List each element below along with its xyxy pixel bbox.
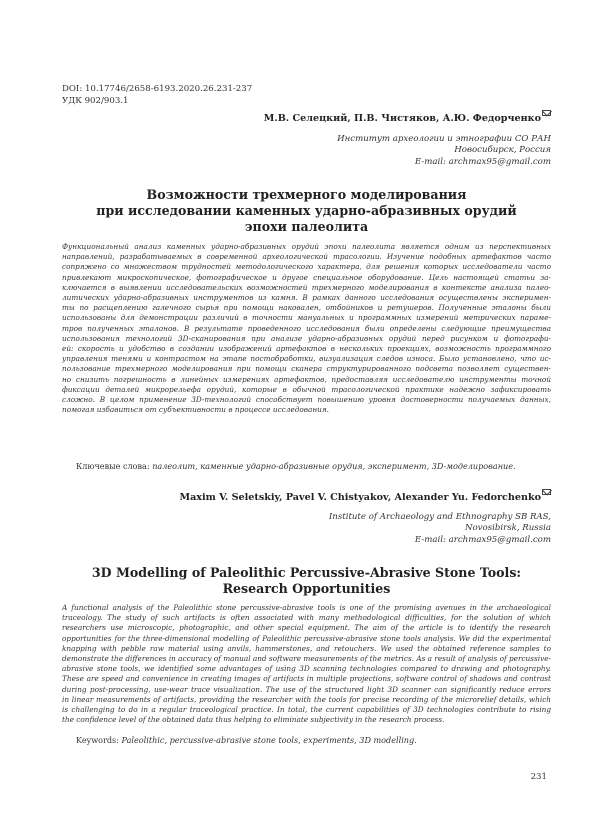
en-abstract-line: the confidence level of the obtained data thus helping to eliminate subjectivity in the research process.: [62, 715, 445, 725]
en-affiliation-email: E-mail: archmax95@gmail.com: [414, 534, 551, 545]
ru-abstract-line: но снизить погрешность в линейных измерениях артефактов, предоставляя исследователю инструменты точной: [62, 374, 551, 384]
ru-abstract-line: пользование трехмерного моделирования при помощи сканера структурированного подсвета позволяет существен-: [62, 364, 551, 374]
ru-abstract-line: литических ударно-абразивных инструментов из камня. В рамках данного исследования осуществлены эксперимен-: [62, 293, 551, 303]
en-affiliation-institute: Institute of Archaeology and Ethnography SB RAS,: [328, 512, 551, 522]
ru-affiliation-institute: Институт археологии и этнографии СО РАН: [337, 134, 551, 144]
ru-abstract-line: Функциональный анализ каменных ударно-абразивных орудий эпохи палеолита является одним из перспективных: [62, 242, 551, 251]
en-abstract-line: in linear measurements of artifacts, providing the researcher with the tools for precise recording of the microrelief details, which: [62, 694, 551, 704]
en-authors-text: Maxim V. Seletskiy, Pavel V. Chistyakov, Alexander Yu. Fedorchenko: [179, 492, 541, 503]
en-abstract-line: knapping with pebble raw material using anvils, hammerstones, and retouchers. We used the obtained reference samples to: [62, 643, 551, 653]
ru-keywords: [76, 461, 516, 472]
envelope-icon: [542, 110, 551, 116]
ru-abstract-line: направлений, разрабатываемых в современной археологической трасологии. Изучение подобных артефактов часто: [62, 252, 551, 262]
en-abstract-line: researchers use microscopic, photographic, and other special equipment. The aim of the article is to identify the research: [62, 623, 551, 633]
ru-authors: [264, 113, 551, 124]
ru-affiliation: [337, 134, 551, 168]
en-abstract-line: These are speed and convenience in creating images of artifacts in multiple projections, software control of shadows and contrast: [62, 674, 551, 684]
ru-abstract: [62, 242, 551, 415]
ru-abstract-line: помогая избавиться от субъективности в процессе исследования.: [62, 405, 329, 415]
en-title-line: Research Opportunities: [222, 581, 391, 596]
en-abstract-line: demonstrate the differences in accuracy of manual and software measurements of the metrics. As a result of analysis of percussive-: [62, 654, 551, 664]
ru-abstract-line: ты по расщеплению галечного сырья при помощи наковален, отбойников и ретушеров. Полученные эталоны были: [62, 303, 551, 313]
en-title-line: 3D Modelling of Paleolithic Percussive-Abrasive Stone Tools:: [91, 565, 522, 580]
ru-abstract-line: тров полученных эталонов. В результате проведенного исследования были определены следующие преимущества: [62, 323, 551, 333]
en-affiliation-city: Novosibirsk, Russia: [464, 523, 551, 534]
ru-title-line: при исследовании каменных ударно-абразивных орудий: [96, 203, 517, 218]
ru-title: [62, 187, 551, 235]
udk: УДК 902/903.1: [62, 96, 129, 106]
en-abstract-line: traceology. The study of such artifacts is often associated with many methodological difficulties, for the solution of which: [62, 613, 551, 623]
ru-authors-text: М.В. Селецкий, П.В. Чистяков, А.Ю. Федорченко: [263, 113, 541, 124]
doi: DOI: 10.17746/2658-6193.2020.26.231-237: [62, 84, 253, 94]
en-authors: [179, 492, 551, 503]
en-abstract-line: abrasive stone tools, we identified some advantages of using 3D scanning technologies compared to drawing and photography.: [62, 664, 551, 674]
ru-abstract-line: использованы для демонстрации различий в точности мануальных и программных измерений метрических параме-: [62, 313, 551, 323]
en-abstract-line: during post-processing, use-wear trace visualization. The use of the structured light 3D scanner can significantly reduce errors: [62, 684, 551, 694]
ru-abstract-line: сопряжено со множеством трудностей методологического характера, для решения которых исследователи часто: [62, 262, 551, 272]
en-keywords-text: Paleolithic, percussive-abrasive stone tools, experiments, 3D modelling.: [121, 735, 417, 745]
ru-abstract-line: ключается в выявлении исследовательских возможностей трехмерного моделирования в контексте анализа палео-: [62, 282, 551, 292]
en-abstract-line: opportunities for the three-dimensional modelling of Paleolithic percussive-abrasive stone tools analysis. We did the experimental: [62, 633, 551, 643]
ru-keywords-text: палеолит, каменные ударно-абразивные орудия, эксперимент, 3D-моделирование.: [152, 461, 516, 471]
ru-abstract-line: сложно. В целом применение 3D-технологий способствует повышению уровня достоверности получаемых данных,: [62, 395, 551, 405]
ru-title-line: эпохи палеолита: [244, 219, 369, 234]
en-abstract-line: A functional analysis of the Paleolithic stone percussive-abrasive tools is one of the promising avenues in the archaeological: [62, 603, 551, 612]
ru-abstract-line: привлекают микроскопическое, фотографическое и другое специальное оборудование. Цель настоящей статьи за-: [62, 272, 551, 282]
ru-affiliation-city: Новосибирск, Россия: [454, 145, 551, 156]
en-affiliation: [329, 512, 551, 546]
en-abstract-line: is challenging to do in a regular traceological practice. In total, the current capabilities of 3D technologies contribute to rising: [62, 705, 551, 715]
en-keywords: [76, 735, 417, 746]
ru-abstract-line: управления тенями и контрастом на этапе постобработки, визуализация следов износа. Было установлено, что ис-: [62, 354, 551, 364]
ru-affiliation-email: E-mail: archmax95@gmail.com: [414, 156, 551, 167]
page-number: 231: [530, 772, 547, 782]
ru-keywords-label: Ключевые слова:: [76, 461, 150, 471]
ru-abstract-line: фиксации деталей микрорельефа орудий, которые в обычной трасологической практике надежно зафиксировать: [62, 384, 551, 394]
envelope-icon: [542, 489, 551, 495]
en-abstract: [62, 603, 551, 725]
ru-abstract-line: ей: скорость и удобство в создании изображений артефактов в нескольких проекциях, возможность программного: [62, 344, 551, 354]
en-keywords-label: Keywords:: [76, 735, 119, 745]
ru-title-line: Возможности трехмерного моделирования: [146, 187, 467, 202]
en-title: [62, 565, 551, 597]
ru-abstract-line: использования технологий 3D-сканирования при анализе ударно-абразивных орудий перед рисунком и фотографи-: [62, 333, 551, 343]
